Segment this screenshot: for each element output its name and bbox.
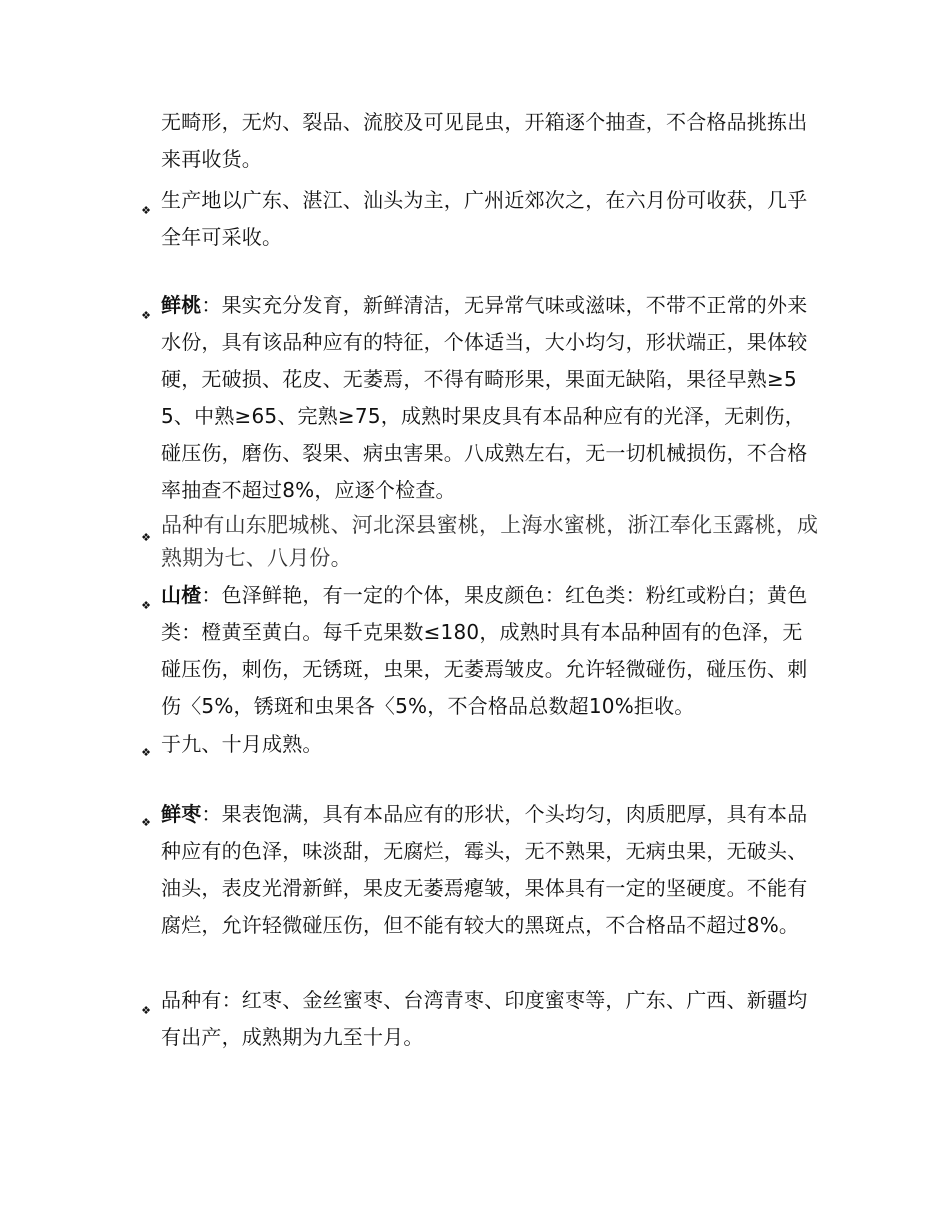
paragraph-hawthorn-text: ：色泽鲜艳，有一定的个体，果皮颜色：红色类：粉红或粉白；黄色类：橙黄至黄白。每千克果数≤180，成熟时具有本品种固有的色泽，无碰压伤，刺伤，无锈斑，虫果，无萎焉皱皮。允许轻微碰伤，碰压伤、刺伤〈5%，锈斑和虫果各〈5%，不合格品总数超10%拒收。 xyxy=(161,583,808,718)
diamond-bullet-icon: ❖ xyxy=(141,309,151,322)
paragraph-jujube xyxy=(161,796,821,944)
paragraph-hawthorn-season-text: 于九、十月成熟。 xyxy=(161,732,323,756)
paragraph-jujube-varieties xyxy=(161,982,821,1056)
paragraph-peach-varieties xyxy=(161,509,821,575)
paragraph-jujube-varieties-text: 品种有：红枣、金丝蜜枣、台湾青枣、印度蜜枣等，广东、广西、新疆均有出产，成熟期为九至十月。 xyxy=(161,988,808,1049)
paragraph-1-text: 无畸形，无灼、裂品、流胶及可见昆虫，开箱逐个抽查，不合格品挑拣出来再收货。 xyxy=(161,110,808,171)
diamond-bullet-icon: ❖ xyxy=(141,1004,151,1017)
term-hawthorn: 山楂 xyxy=(161,583,202,607)
paragraph-2 xyxy=(161,182,821,256)
paragraph-peach-varieties-text: 品种有山东肥城桃、河北深县蜜桃，上海水蜜桃，浙江奉化玉露桃，成熟期为七、八月份。 xyxy=(161,513,819,570)
diamond-bullet-icon: ❖ xyxy=(141,531,151,544)
paragraph-hawthorn-season xyxy=(161,726,821,763)
diamond-bullet-icon: ❖ xyxy=(141,816,151,829)
paragraph-1 xyxy=(161,104,821,178)
paragraph-2-text: 生产地以广东、湛江、汕头为主，广州近郊次之，在六月份可收获，几乎全年可采收。 xyxy=(161,188,808,249)
diamond-bullet-icon: ❖ xyxy=(141,746,151,759)
paragraph-peach-text: ：果实充分发育，新鲜清洁，无异常气味或滋味，不带不正常的外来水份，具有该品种应有的特征，个体适当，大小均匀，形状端正，果体较硬，无破损、花皮、无萎焉，不得有畸形果，果面无缺陷，果径早熟≥55、中熟≥65、完熟≥75，成熟时果皮具有本品种应有的光泽，无刺伤，碰压伤，磨伤、裂果、病虫害果。八成熟左右，无一切机械损伤，不合格率抽查不超过8%，应逐个检查。 xyxy=(161,293,808,502)
term-jujube: 鲜枣 xyxy=(161,802,202,826)
diamond-bullet-icon: ❖ xyxy=(141,204,151,217)
paragraph-peach xyxy=(161,287,821,509)
paragraph-hawthorn xyxy=(161,577,821,725)
term-peach: 鲜桃 xyxy=(161,293,202,317)
diamond-bullet-icon: ❖ xyxy=(141,599,151,612)
paragraph-jujube-text: ：果表饱满，具有本品应有的形状，个头均匀，肉质肥厚，具有本品种应有的色泽，味淡甜，无腐烂，霉头，无不熟果，无病虫果，无破头、油头，表皮光滑新鲜，果皮无萎焉瘪皱，果体具有一定的坚硬度。不能有腐烂，允许轻微碰压伤，但不能有较大的黑斑点，不合格品不超过8%。 xyxy=(161,802,808,937)
